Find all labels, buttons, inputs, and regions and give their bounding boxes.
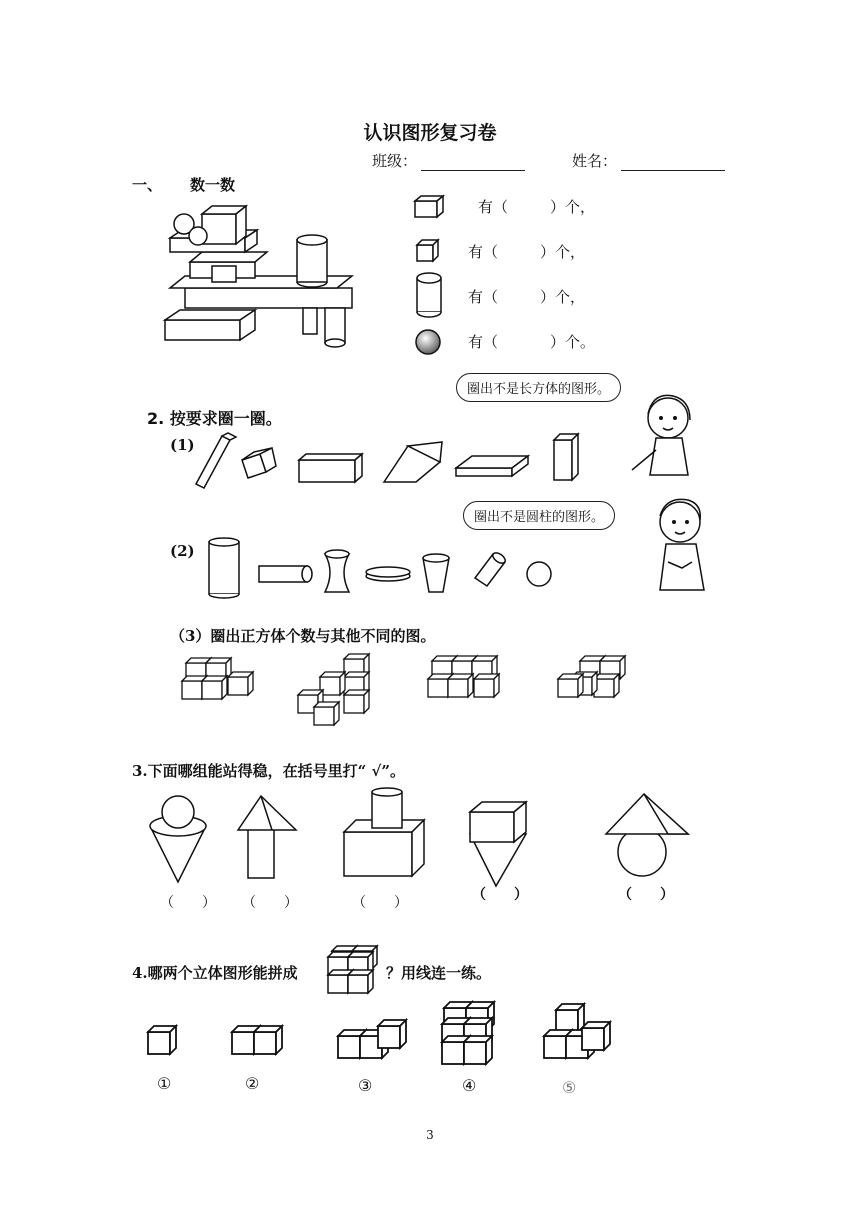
piece-label-2: ② [245,1074,260,1093]
answer-paren-1[interactable]: （ ） [160,895,216,911]
name-field [572,150,725,171]
section2-title: 2. 按要求圈一圈。 [147,409,282,428]
count-close: ）个， [540,243,586,261]
answer-paren-5[interactable]: （ ） [618,887,674,903]
part3-label: （3）圈出正方体个数与其他不同的图。 [170,627,436,645]
piece-label-3: ③ [358,1076,373,1095]
page-number: 3 [426,1128,434,1142]
class-label: 班级： [372,152,418,170]
count-open: 有（ [468,288,499,306]
name-blank[interactable] [621,154,725,171]
part3-cube-groups [180,654,640,722]
cuboid-icon [414,194,444,220]
part1-shapes [194,432,594,492]
class-blank[interactable] [421,154,525,171]
section3-shape-groups [140,790,700,890]
part2-shapes [205,536,565,600]
part1-label: (1) [170,436,195,454]
part2-label: (2) [170,542,195,560]
count-row-cube [468,241,585,262]
count-row-sphere [468,331,595,352]
section4-cube-pieces [144,996,624,1066]
count-open: 有（ [478,198,509,216]
count-row-cuboid [478,196,595,217]
cylinder-icon [416,272,442,318]
count-open: 有（ [468,333,499,351]
boy-figure [648,492,718,592]
target-cube-shape [326,944,382,996]
count-close: ）个， [550,198,596,216]
answer-paren-4[interactable]: （ ） [472,887,528,903]
speech-bubble-2: 圈出不是圆柱的图形。 [463,501,615,530]
page-title: 认识图形复习卷 [363,122,497,144]
section3-title: 3.下面哪组能站得稳，在括号里打“ √”。 [132,762,405,780]
answer-paren-2[interactable]: （ ） [242,895,298,911]
class-field [372,150,525,171]
girl-figure [628,390,708,480]
count-row-cylinder [468,286,585,307]
section1-number: 一、 [132,176,163,194]
count-close: ）个， [540,288,586,306]
answer-paren-3[interactable]: （ ） [352,895,408,911]
sphere-icon [414,328,442,356]
section4-title-end: ？用线连一练。 [386,964,492,982]
cube-icon [416,239,440,263]
piece-label-1: ① [157,1074,172,1093]
section1-title: 数一数 [190,176,236,194]
speech-bubble-1: 圈出不是长方体的图形。 [456,373,621,402]
piece-label-4: ④ [462,1076,477,1095]
section4-title-start: 4.哪两个立体图形能拼成 [132,964,298,982]
name-label: 姓名： [572,152,618,170]
count-close: ）个。 [550,333,596,351]
count-open: 有（ [468,243,499,261]
piece-label-5: ⑤ [562,1078,577,1097]
stacked-shapes-picture [160,200,360,350]
